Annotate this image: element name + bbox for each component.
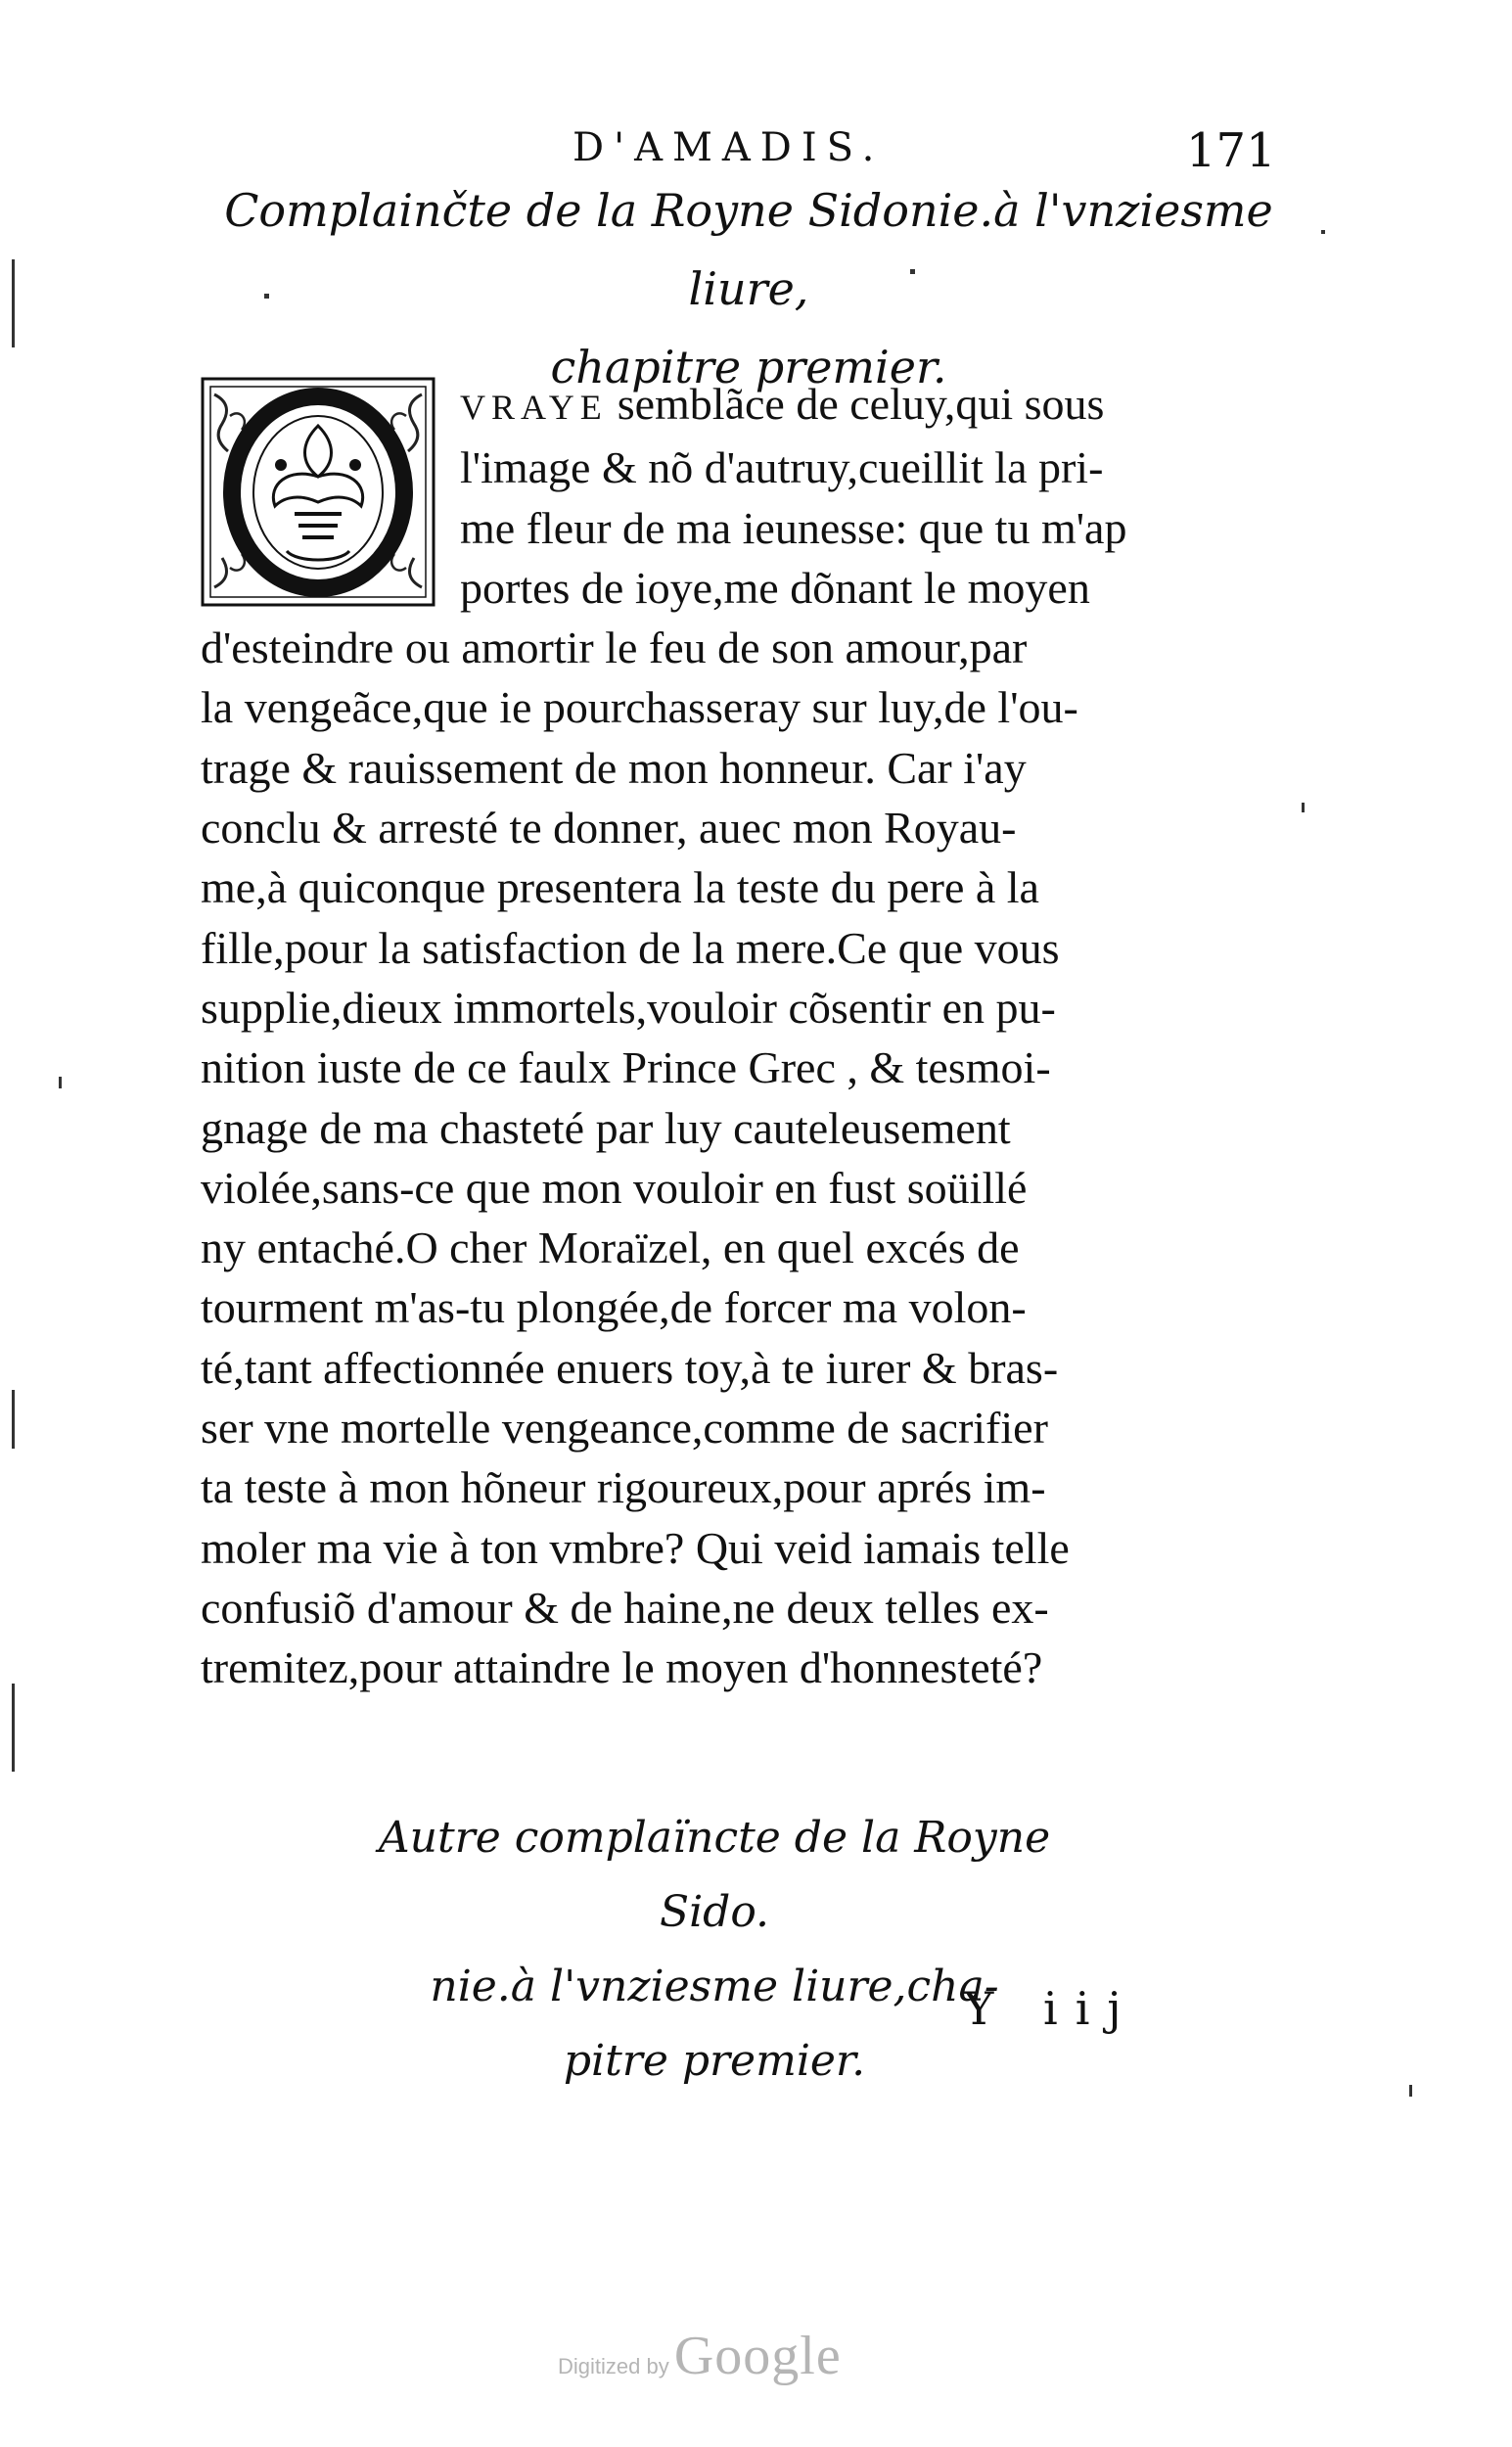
- heading-line: nie.à l'vnziesme liure,cha-: [430, 1962, 999, 2011]
- text-line: me fleur de ma ieunesse: que tu m'ap: [460, 502, 1127, 553]
- text-line: me,à quiconque presentera la teste du pere à la: [201, 862, 1039, 913]
- scan-mark: [1302, 803, 1305, 812]
- watermark-small: Digitized by: [558, 2354, 669, 2378]
- lead-caps: VRAYE: [460, 388, 608, 427]
- scan-mark: [1409, 2085, 1412, 2097]
- text-line: la vengeãce,que ie pourchasseray sur luy,de l'ou-: [201, 682, 1078, 733]
- scan-mark: [59, 1077, 62, 1088]
- text-line: moler ma vie à ton vmbre? Qui veid iamais telle: [201, 1522, 1070, 1573]
- scan-mark: [1321, 230, 1325, 234]
- text-line: fille,pour la satisfaction de la mere.Ce que vous: [201, 922, 1060, 973]
- scan-mark: [264, 294, 269, 299]
- heading-line: chapitre premier.: [550, 341, 947, 393]
- text-line: portes de ioye,me dõnant le moyen: [460, 562, 1090, 613]
- watermark-logo: Google: [673, 2326, 842, 2386]
- text-line: tremitez,pour attaindre le moyen d'honnesteté?: [201, 1642, 1043, 1693]
- signature-mark: Y iij: [964, 1982, 1139, 2035]
- text-line: confusiõ d'amour & de haine,ne deux telles ex-: [201, 1582, 1049, 1633]
- chapter-heading: [196, 171, 1302, 406]
- text-line: nition iuste de ce faulx Prince Grec , & tesmoi-: [201, 1042, 1051, 1093]
- line-text: semblãce de celuy,qui sous: [617, 379, 1105, 429]
- scan-mark: [12, 259, 15, 347]
- text-line: ser vne mortelle vengeance,comme de sacrifier: [201, 1403, 1048, 1454]
- running-head: D'AMADIS.: [573, 125, 885, 170]
- text-line: supplie,dieux immortels,vouloir cõsentir en pu-: [201, 982, 1056, 1033]
- scan-mark: [12, 1684, 15, 1772]
- heading-line: Complainčte de la Royne Sidonie.à l'vnziesme liure,: [224, 184, 1273, 315]
- text-line: l'image & nõ d'autruy,cueillit la pri-: [460, 442, 1104, 493]
- text-line: violée,sans-ce que mon vouloir en fust soüillé: [201, 1162, 1028, 1213]
- text-line: té,tant affectionnée enuers toy,à te iurer & bras-: [201, 1342, 1059, 1393]
- section-heading: [352, 1801, 1077, 2099]
- digitized-watermark: [558, 2325, 842, 2387]
- text-line: trage & rauissement de mon honneur. Car i'ay: [201, 742, 1027, 793]
- text-line: d'esteindre ou amortir le feu de son amour,par: [201, 623, 1028, 673]
- heading-line: pitre premier.: [563, 2036, 866, 2086]
- text-line: ta teste à mon hõneur rigoureux,pour aprés im-: [201, 1462, 1046, 1513]
- scan-mark: [12, 1390, 15, 1449]
- text-line: [201, 374, 1258, 438]
- text-line: ny entaché.O cher Moraïzel, en quel excés de: [201, 1223, 1020, 1273]
- page-number: 171: [1186, 123, 1276, 178]
- text-line: gnage de ma chasteté par luy cauteleusement: [201, 1102, 1011, 1153]
- heading-line: Autre complaïncte de la Royne Sido.: [378, 1813, 1051, 1937]
- text-line: conclu & arresté te donner, auec mon Royau-: [201, 803, 1017, 854]
- text-line: tourment m'as-tu plongée,de forcer ma volon-: [201, 1282, 1027, 1333]
- body-text: [201, 374, 1258, 1698]
- scan-mark: [910, 269, 915, 274]
